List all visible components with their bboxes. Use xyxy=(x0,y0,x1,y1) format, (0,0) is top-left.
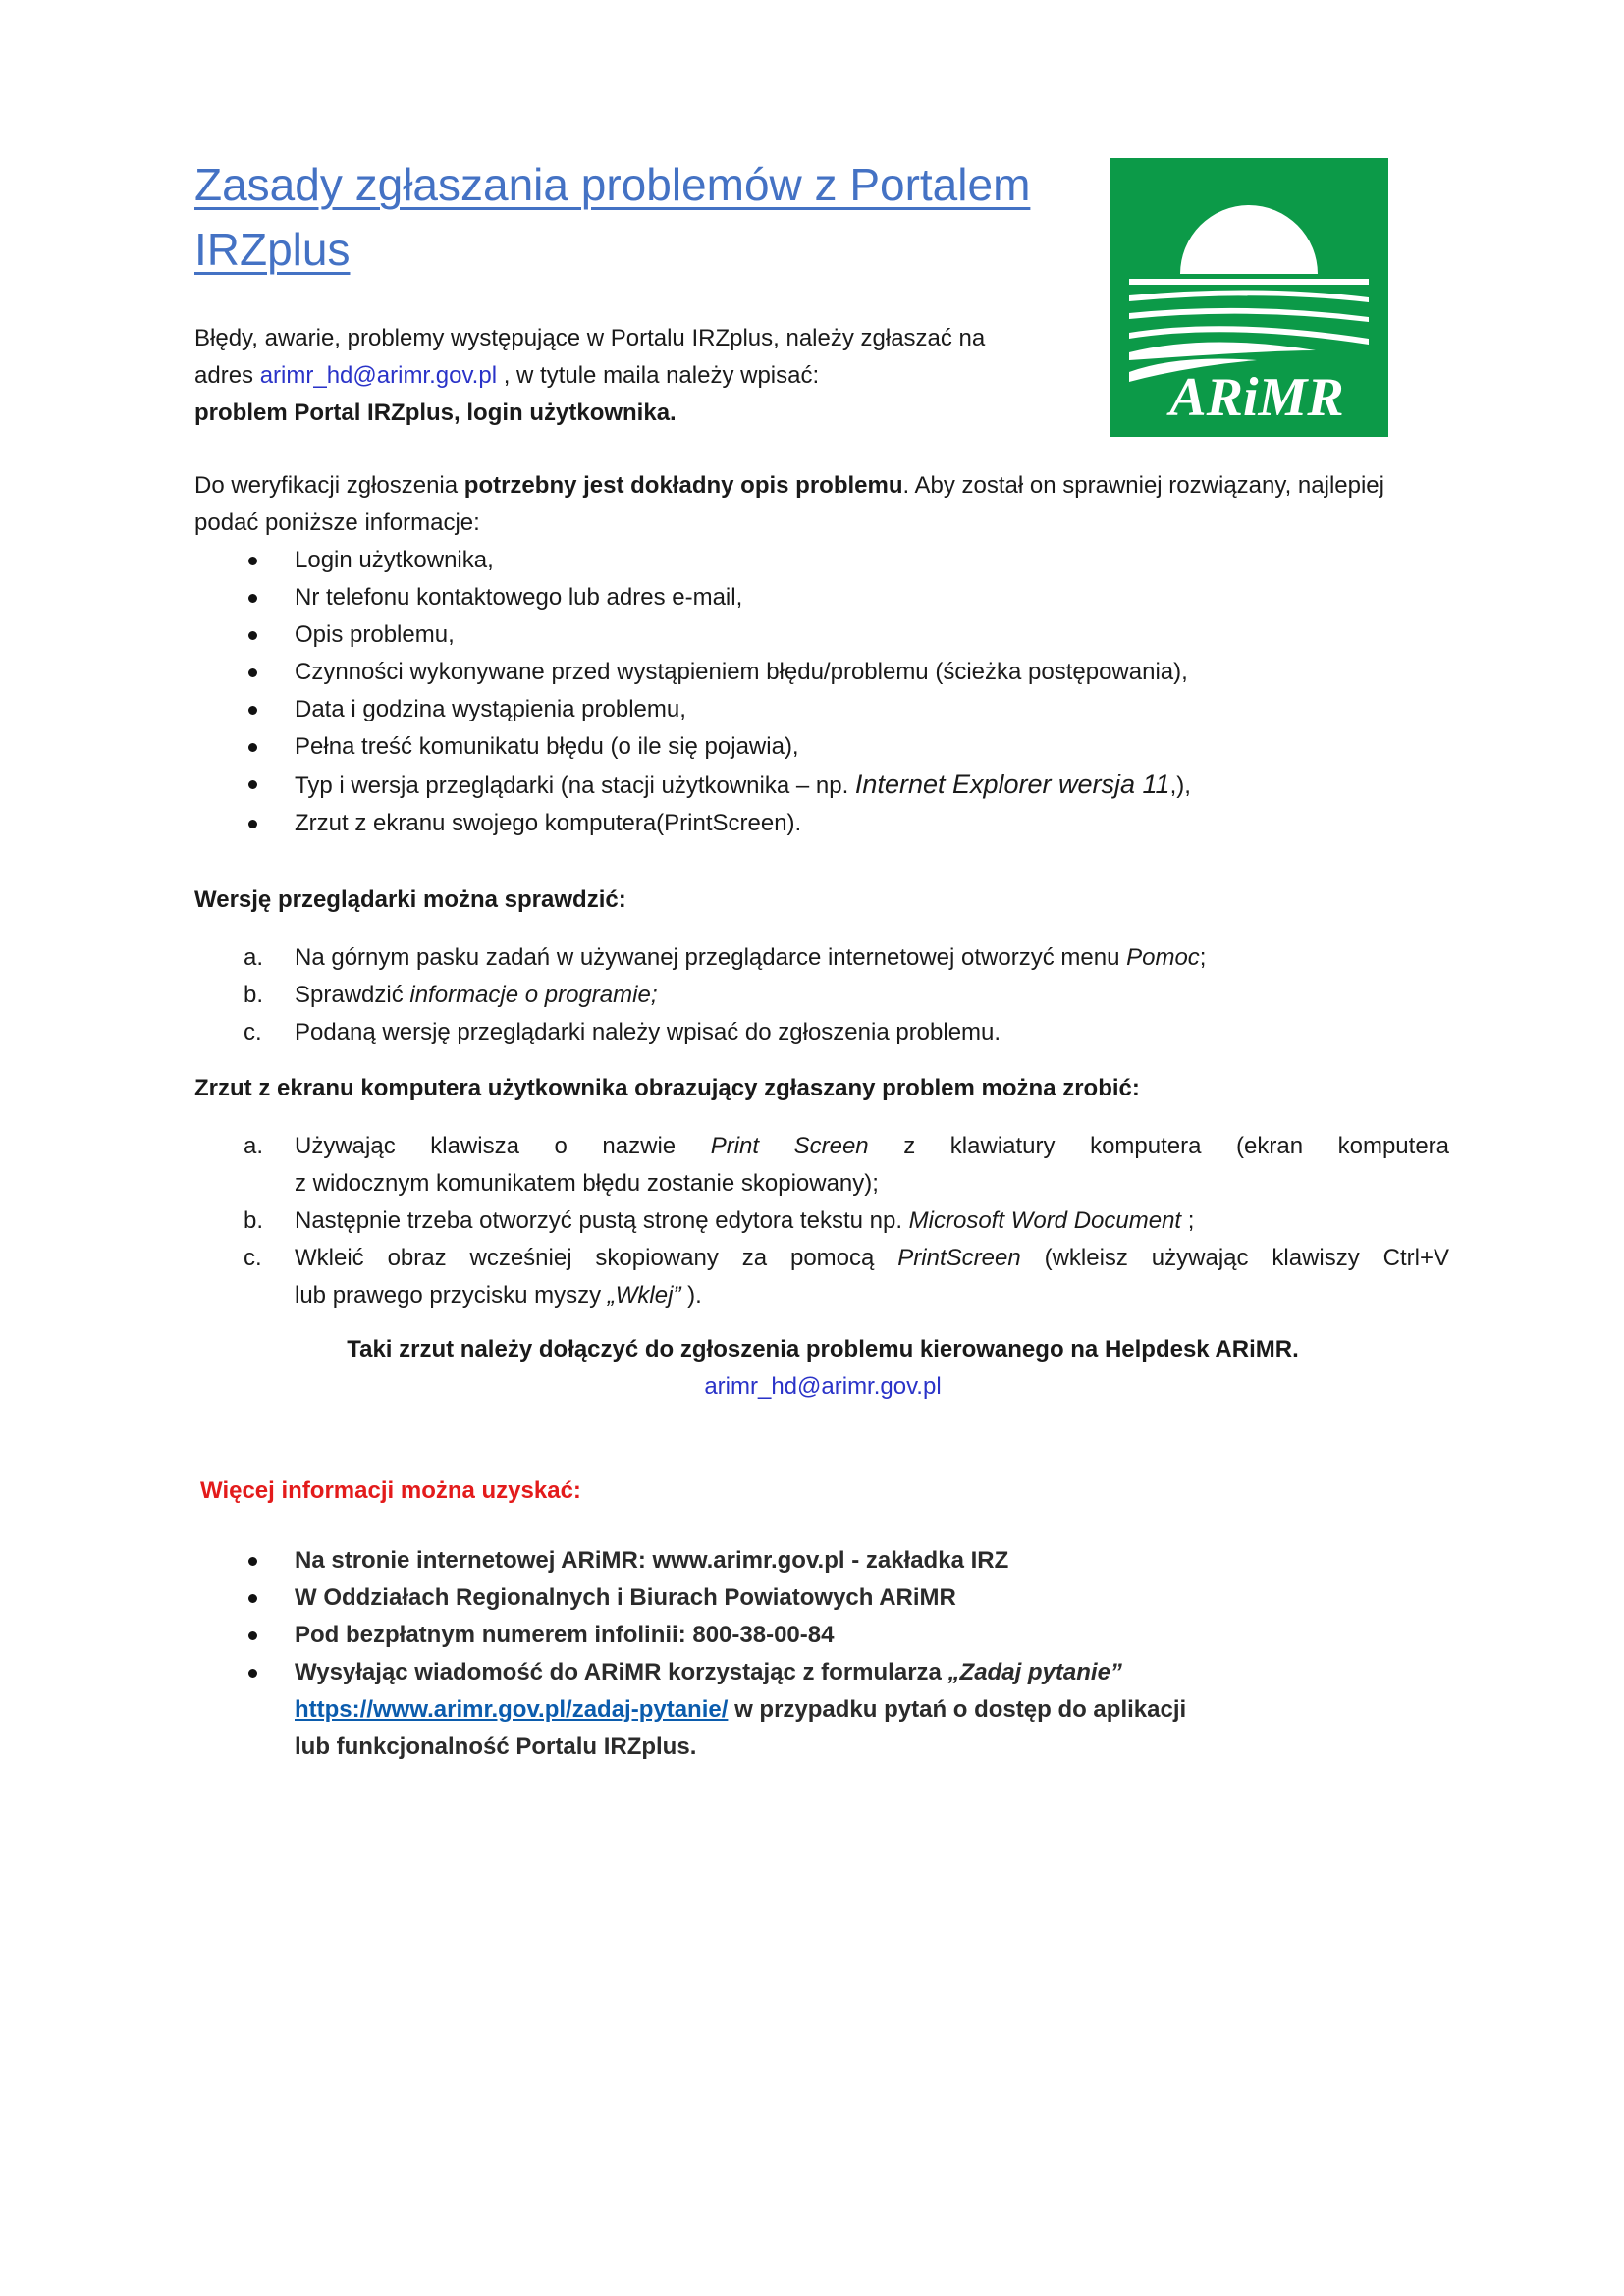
step-text: Podaną wersję przeglądarki należy wpisać do zgłoszenia problemu. xyxy=(295,1019,1001,1045)
list-item xyxy=(194,1617,1451,1654)
zadaj-pytanie-link[interactable]: https://www.arimr.gov.pl/zadaj-pytanie/ xyxy=(295,1696,729,1723)
list-item-browser xyxy=(194,766,1451,805)
step-marker: a. xyxy=(244,944,264,971)
browser-item-suffix: ,), xyxy=(1169,773,1191,799)
info-list xyxy=(194,542,1451,842)
bullet-icon xyxy=(248,1557,257,1566)
step-text: Następnie trzeba otworzyć pustą stronę edytora tekstu np. xyxy=(295,1207,909,1234)
list-item xyxy=(194,654,1451,691)
list-item-text: Data i godzina wystąpienia problemu, xyxy=(295,696,686,722)
step-marker: c. xyxy=(244,1245,262,1271)
step-text: Sprawdzić xyxy=(295,982,410,1008)
intro-line-2 xyxy=(194,357,1078,395)
list-item-text: Na stronie internetowej ARiMR: www.arimr.gov.pl - zakładka IRZ xyxy=(295,1547,1009,1574)
page-title: Zasady zgłaszania problemów z Portalem IRZplus xyxy=(194,159,1031,275)
step-suffix: z klawiatury komputera (ekran komputera xyxy=(868,1133,1450,1159)
bullet-icon xyxy=(248,668,257,677)
list-item xyxy=(194,1014,1451,1051)
bullet-icon xyxy=(248,743,257,752)
bullet-icon xyxy=(248,1631,257,1640)
bullet-icon xyxy=(248,706,257,715)
bullet-icon xyxy=(248,820,257,828)
step-text: Używając klawisza o nazwie xyxy=(295,1133,711,1159)
verification-prefix: Do weryfikacji zgłoszenia xyxy=(194,472,464,499)
list-item-text: Czynności wykonywane przed wystąpieniem błędu/problemu (ścieżka postępowania), xyxy=(295,659,1188,685)
intro-line-1: Błędy, awarie, problemy występujące w Portalu IRZplus, należy zgłaszać na xyxy=(194,325,986,351)
arimr-logo-icon xyxy=(1110,158,1388,437)
bullet-icon xyxy=(248,780,257,789)
helpdesk-email-link[interactable]: arimr_hd@arimr.gov.pl xyxy=(259,362,498,389)
more-info-form-line-2 xyxy=(295,1691,1451,1729)
browser-item-prefix: Typ i wersja przeglądarki (na stacji użytkownika – np. xyxy=(295,773,855,799)
verification-suffix: . Aby został on sprawniej rozwiązany, najlepiej xyxy=(902,472,1384,499)
list-item-text: Login użytkownika, xyxy=(295,547,494,573)
list-item xyxy=(194,1202,1449,1240)
step-italic: Microsoft Word Document xyxy=(908,1207,1182,1234)
step-suffix: ; xyxy=(1181,1207,1195,1234)
step-suffix: ; xyxy=(1199,944,1207,971)
list-item xyxy=(194,728,1451,766)
more-info-form-line-3: lub funkcjonalność Portalu IRZplus. xyxy=(295,1734,697,1760)
intro-paragraph xyxy=(194,320,1078,432)
bullet-icon xyxy=(248,557,257,565)
step-italic: „Wklej” xyxy=(607,1282,681,1308)
step-marker: b. xyxy=(244,982,264,1008)
list-item-text: w przypadku pytań o dostęp do aplikacji xyxy=(728,1696,1187,1723)
list-item-text: Wysyłając wiadomość do ARiMR korzystając z formularza xyxy=(295,1659,948,1685)
list-item-text: Pod bezpłatnym numerem infolinii: 800-38-00-84 xyxy=(295,1622,835,1648)
arimr-logo xyxy=(1110,158,1388,437)
form-name: „Zadaj pytanie” xyxy=(947,1659,1122,1685)
step-italic: informacje o programie; xyxy=(409,982,658,1008)
bullet-icon xyxy=(248,1594,257,1603)
step-marker: b. xyxy=(244,1207,264,1234)
step-italic: PrintScreen xyxy=(897,1245,1021,1271)
list-item xyxy=(194,691,1451,728)
step-suffix: (wkleisz używając klawiszy Ctrl+V xyxy=(1020,1245,1450,1271)
more-info-form-line-1 xyxy=(295,1654,1451,1691)
list-item xyxy=(194,939,1451,977)
more-info-heading: Więcej informacji można uzyskać: xyxy=(200,1477,581,1504)
step-marker: a. xyxy=(244,1133,264,1159)
verification-bold: potrzebny jest dokładny opis problemu xyxy=(463,472,903,499)
step-a-line-2: z widocznym komunikatem błędu zostanie skopiowany); xyxy=(295,1170,879,1197)
list-item xyxy=(194,805,1451,842)
list-item-text: Pełna treść komunikatu błędu (o ile się pojawia), xyxy=(295,733,799,760)
step-c-line-1 xyxy=(295,1240,1449,1277)
bullet-icon xyxy=(248,631,257,640)
step-text: lub prawego przycisku myszy xyxy=(295,1282,608,1308)
list-item xyxy=(194,1240,1449,1314)
list-item xyxy=(194,1128,1449,1202)
browser-steps-list xyxy=(194,939,1451,1051)
browser-section-heading: Wersję przeglądarki można sprawdzić: xyxy=(194,886,626,913)
list-item-text: Nr telefonu kontaktowego lub adres e-mail, xyxy=(295,584,743,611)
step-a-line-1 xyxy=(295,1128,1449,1165)
bullet-icon xyxy=(248,1669,257,1678)
list-item-text: Zrzut z ekranu swojego komputera(PrintScreen). xyxy=(295,810,802,836)
step-text: Na górnym pasku zadań w używanej przeglądarce internetowej otworzyć menu xyxy=(295,944,1127,971)
list-item xyxy=(194,1654,1451,1766)
step-marker: c. xyxy=(244,1019,262,1045)
step-text: Wkleić obraz wcześniej skopiowany za pomocą xyxy=(295,1245,898,1271)
attach-email-link[interactable]: arimr_hd@arimr.gov.pl xyxy=(704,1373,942,1400)
verification-line-1 xyxy=(194,467,1451,505)
verification-line-2: podać poniższe informacje: xyxy=(194,509,480,536)
list-item xyxy=(194,542,1451,579)
logo-text: ARiMR xyxy=(1169,367,1344,428)
intro-line-2-suffix: , w tytule maila należy wpisać: xyxy=(497,362,820,389)
step-italic: Pomoc xyxy=(1126,944,1200,971)
step-c-line-2 xyxy=(295,1277,1449,1314)
intro-subject-line: problem Portal IRZplus, login użytkownika. xyxy=(194,400,677,426)
step-suffix: ). xyxy=(680,1282,702,1308)
browser-item-example: Internet Explorer wersja 11 xyxy=(854,770,1170,799)
list-item xyxy=(194,579,1451,616)
list-item xyxy=(194,977,1451,1014)
list-item xyxy=(194,616,1451,654)
bullet-icon xyxy=(248,594,257,603)
screen-section-heading: Zrzut z ekranu komputera użytkownika obrazujący zgłaszany problem można zrobić: xyxy=(194,1075,1140,1101)
list-item xyxy=(194,1579,1451,1617)
more-info-list xyxy=(194,1542,1451,1766)
screen-steps-list xyxy=(194,1128,1449,1314)
verification-paragraph xyxy=(194,467,1451,542)
list-item-text: Opis problemu, xyxy=(295,621,455,648)
step-italic: Print Screen xyxy=(710,1133,869,1159)
list-item-text: W Oddziałach Regionalnych i Biurach Powiatowych ARiMR xyxy=(295,1584,956,1611)
attach-note: Taki zrzut należy dołączyć do zgłoszenia problemu kierowanego na Helpdesk ARiMR. xyxy=(347,1336,1299,1362)
intro-adres-label: adres xyxy=(194,362,260,389)
list-item xyxy=(194,1542,1451,1579)
